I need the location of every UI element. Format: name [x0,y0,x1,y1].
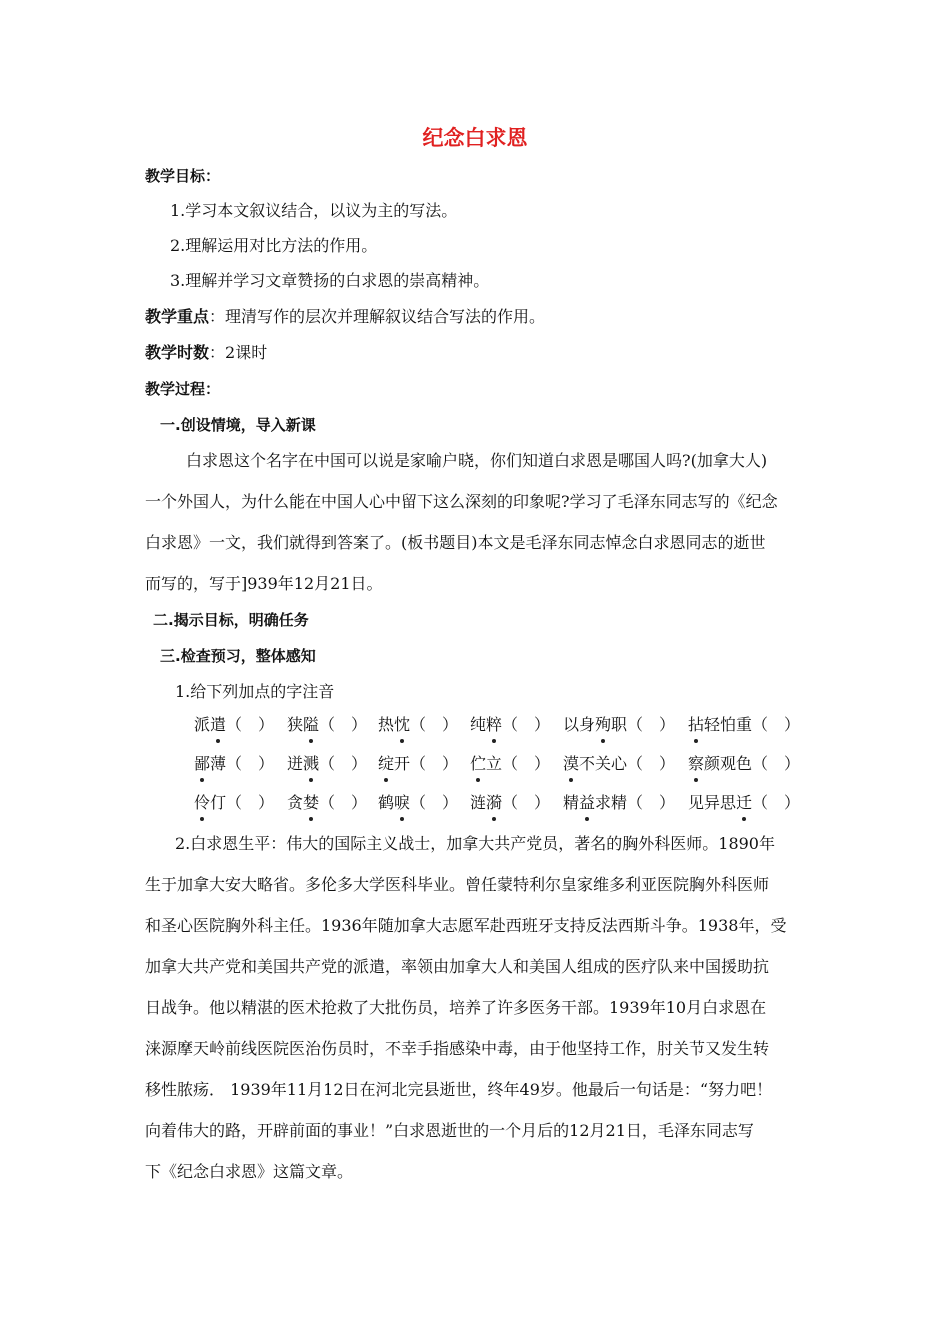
bio-line-2: 生于加拿大安大略省。多伦多大学医科毕业。曾任蒙特利尔皇家维多利亚医院胸外科医师 [145,875,770,894]
vocab-item [563,714,675,736]
section1-heading: 一.创设情境，导入新课 [160,416,316,434]
vocab-text: 派 [194,715,211,734]
vocab-text: 职 [611,715,628,734]
focus-label: 教学重点 [145,307,210,326]
dotted-char: 伫 [470,754,487,773]
vocab-text: 薄 [210,754,227,773]
vocab-item [194,714,274,736]
dotted-char: 婪 [303,793,320,812]
vocab-item [563,792,675,814]
vocab-item [287,714,367,736]
vocab-text: 见异思 [688,793,737,812]
document-title: 纪念白求恩 [422,126,528,150]
answer-blank: （ ） [752,715,801,734]
answer-blank: （ ） [410,754,459,773]
objective-item-2: 2.理解运用对比方法的作用。 [170,236,378,255]
vocab-item [688,714,800,736]
dotted-char: 忱 [394,715,411,734]
objectives-label: 教学目标： [145,167,221,185]
dotted-char: 唳 [394,793,411,812]
vocab-text: 迸 [287,754,304,773]
vocab-item [378,714,458,736]
answer-blank: （ ） [319,793,368,812]
vocab-text: 求精 [595,793,628,812]
answer-blank: （ ） [627,754,676,773]
answer-blank: （ ） [226,793,275,812]
vocab-item [563,753,675,775]
section1-line-3: 白求恩》一文，我们就得到答案了。(板书题目)本文是毛泽东同志悼念白求恩同志的逝世 [145,533,766,552]
vocab-text: 精 [563,793,580,812]
task1-label: 1.给下列加点的字注音 [175,682,335,701]
bio-line-9: 下《纪念白求恩》这篇文章。 [145,1162,354,1181]
answer-blank: （ ） [226,715,275,734]
vocab-text: 立 [486,754,503,773]
focus-line [145,307,545,327]
bio-line-4: 加拿大共产党和美国共产党的派遣，率领由加拿大人和美国人组成的医疗队来中国援助抗 [145,957,770,976]
vocab-item [470,792,550,814]
answer-blank: （ ） [627,793,676,812]
vocab-item [194,792,274,814]
dotted-char: 漠 [563,754,580,773]
vocab-item [470,714,550,736]
answer-blank: （ ） [319,715,368,734]
vocab-text: 不关心 [579,754,628,773]
bio-line-8: 向着伟大的路，开辟前面的事业！”白求恩逝世的一个月后的12月21日，毛泽东同志写 [145,1121,754,1140]
dotted-char: 隘 [303,715,320,734]
bio-line-6: 涞源摩天岭前线医院医治伤员时，不幸手指感染中毒，由于他坚持工作，肘关节又发生转 [145,1039,770,1058]
vocab-text: 纯 [470,715,487,734]
vocab-text: 仃 [210,793,227,812]
vocab-item [470,753,550,775]
vocab-item [194,753,274,775]
vocab-item [378,792,458,814]
dotted-char: 鄙 [194,754,211,773]
dotted-char: 溅 [303,754,320,773]
focus-text: ：理清写作的层次并理解叙议结合写法的作用。 [209,307,546,326]
vocab-text: 轻怕重 [704,715,753,734]
vocab-item [287,792,367,814]
answer-blank: （ ） [226,754,275,773]
hours-text: ：2课时 [209,343,268,362]
dotted-char: 拈 [688,715,705,734]
vocab-text: 颜观色 [704,754,753,773]
dotted-char: 漪 [486,793,503,812]
answer-blank: （ ） [502,754,551,773]
vocab-text: 热 [378,715,395,734]
answer-blank: （ ） [627,715,676,734]
bio-line-5: 日战争。他以精湛的医术抢救了大批伤员，培养了许多医务干部。1939年10月白求恩在 [145,998,767,1017]
section1-line-1: 白求恩这个名字在中国可以说是家喻户晓，你们知道白求恩是哪国人吗?(加拿大人) [186,451,768,470]
answer-blank: （ ） [752,793,801,812]
answer-blank: （ ） [502,793,551,812]
section1-line-2: 一个外国人，为什么能在中国人心中留下这么深刻的印象呢?学习了毛泽东同志写的《纪念 [145,492,778,511]
vocab-item [688,753,800,775]
section1-line-4: 而写的，写于]939年12月21日。 [145,574,383,593]
dotted-char: 伶 [194,793,211,812]
hours-label: 教学时数 [145,343,210,362]
vocab-item [688,792,800,814]
vocab-item [287,753,367,775]
vocab-text: 贪 [287,793,304,812]
dotted-char: 察 [688,754,705,773]
vocab-text: 以身 [563,715,596,734]
dotted-char: 殉 [595,715,612,734]
dotted-char: 迁 [736,793,753,812]
bio-line-3: 和圣心医院胸外科主任。1936年随加拿大志愿军赴西班牙支持反法西斯斗争。1938年，受 [145,916,787,935]
vocab-text: 涟 [470,793,487,812]
answer-blank: （ ） [502,715,551,734]
vocab-text: 开 [394,754,411,773]
dotted-char: 粹 [486,715,503,734]
bio-line-1: 2.白求恩生平：伟大的国际主义战士，加拿大共产党员，著名的胸外科医师。1890年 [175,834,775,853]
answer-blank: （ ） [752,754,801,773]
dotted-char: 遣 [210,715,227,734]
process-label: 教学过程： [145,380,221,398]
section2-heading: 二.揭示目标，明确任务 [153,611,309,629]
objective-item-1: 1.学习本文叙议结合，以议为主的写法。 [170,201,458,220]
answer-blank: （ ） [319,754,368,773]
vocab-text: 鹤 [378,793,395,812]
hours-line [145,343,267,363]
dotted-char: 益 [579,793,596,812]
section3-heading: 三.检查预习，整体感知 [160,647,316,665]
vocab-text: 狭 [287,715,304,734]
vocab-item [378,753,458,775]
bio-line-7: 移性脓疡． 1939年11月12日在河北完县逝世，终年49岁。他最后一句话是：“努力吧！ [145,1080,773,1099]
objective-item-3: 3.理解并学习文章赞扬的白求恩的崇高精神。 [170,271,490,290]
answer-blank: （ ） [410,793,459,812]
answer-blank: （ ） [410,715,459,734]
dotted-char: 绽 [378,754,395,773]
